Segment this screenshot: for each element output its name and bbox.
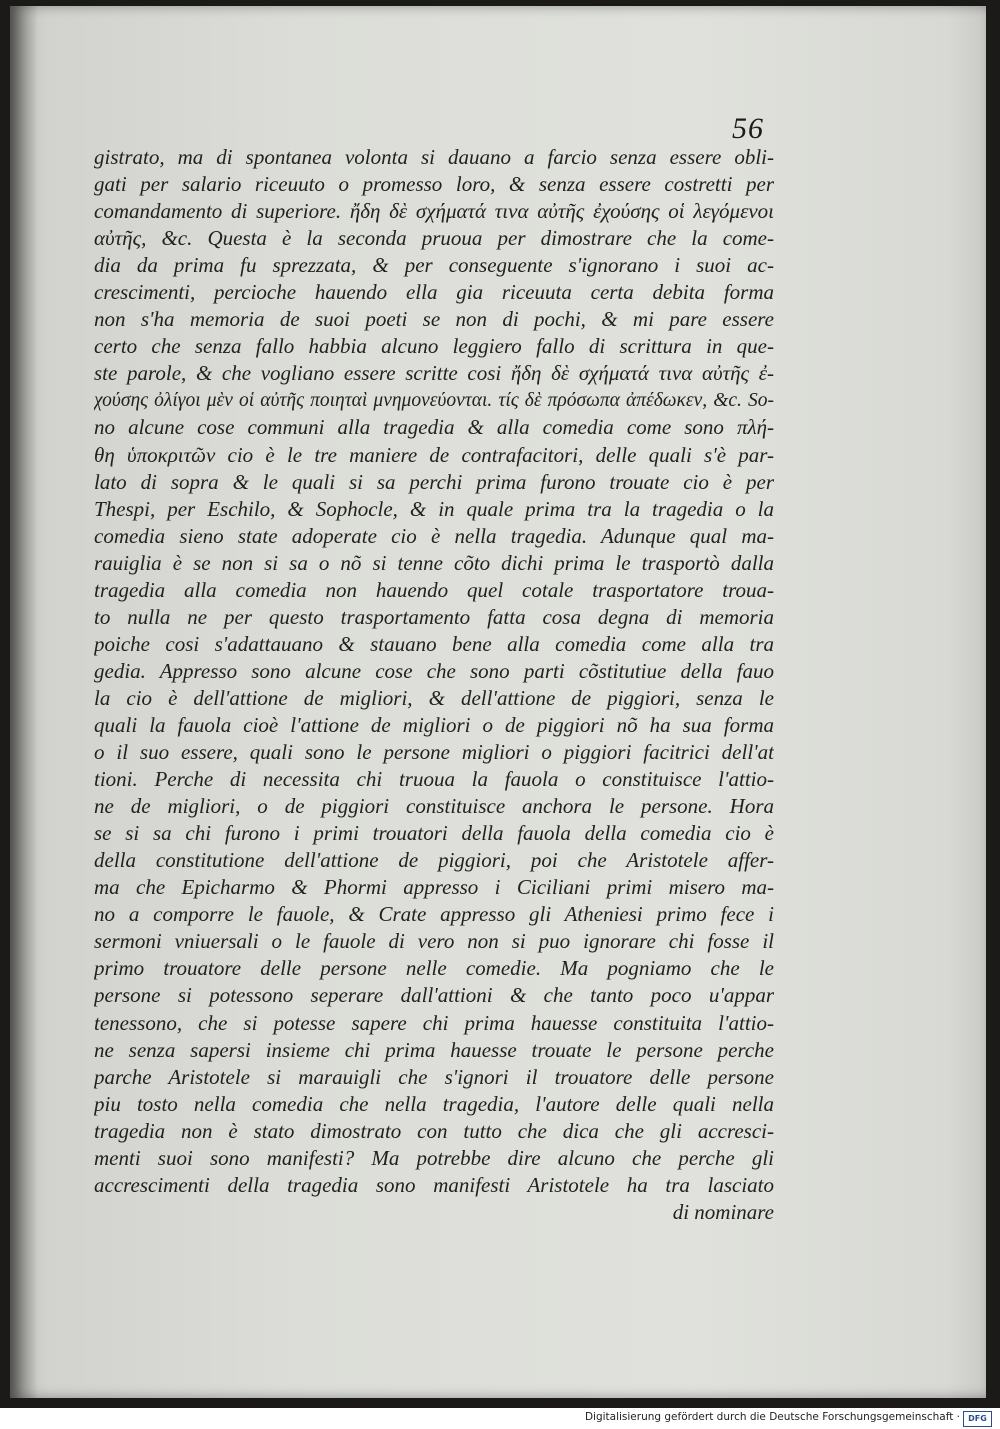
text-line: non s'ha memoria de suoi poeti se non di pochi, & mi pare essere bbox=[94, 307, 774, 332]
text-line: comedia sieno state adoperate cio è nella tragedia. Adunque qual ma- bbox=[94, 523, 774, 548]
text-line: tragedia alla comedia non hauendo quel cotale trasportatore troua- bbox=[94, 577, 774, 602]
text-line: tragedia non è stato dimostrato con tutto che dica che gli accresci- bbox=[94, 1118, 774, 1143]
text-line: della constitutione dell'attione de piggiori, poi che Aristotele affer- bbox=[94, 848, 774, 873]
text-line: o il suo essere, quali sono le persone migliori o piggiori facitrici dell'at bbox=[94, 740, 774, 765]
text-line: αὐτῆς, &c. Questa è la seconda pruoua per dimostrare che la come- bbox=[94, 226, 774, 251]
text-line: gati per salario riceuuto o promesso loro, & senza essere costretti per bbox=[94, 172, 774, 197]
text-line: Thespi, per Eschilo, & Sophocle, & in quale prima tra la tragedia o la bbox=[94, 496, 774, 521]
text-line: se si sa chi furono i primi trouatori della fauola della comedia cio è bbox=[94, 821, 774, 846]
book-page bbox=[10, 6, 986, 1398]
page-gutter-shadow bbox=[10, 6, 38, 1398]
text-line: certo che senza fallo habbia alcuno leggiero fallo di scrittura in que- bbox=[94, 334, 774, 359]
text-line: ma che Epicharmo & Phormi appresso i Ciciliani primi misero ma- bbox=[94, 875, 774, 900]
text-line: dia da prima fu sprezzata, & per conseguente s'ignorano i suoi ac- bbox=[94, 253, 774, 278]
text-line: ne de migliori, o de piggiori constituisce anchora le persone. Hora bbox=[94, 794, 774, 819]
body-text bbox=[94, 144, 774, 1226]
text-line: tioni. Perche di necessita chi truoua la fauola o constituisce l'attio- bbox=[94, 767, 774, 792]
text-line: accrescimenti della tragedia sono manifesti Aristotele ha tra lasciato bbox=[94, 1172, 774, 1197]
text-line: to nulla ne per questo trasportamento fatta cosa degna di memoria bbox=[94, 604, 774, 629]
text-line: menti suoi sono manifesti? Ma potrebbe dire alcuno che perche gli bbox=[94, 1145, 774, 1170]
text-line: gistrato, ma di spontanea volonta si dauano a farcio senza essere obli- bbox=[94, 145, 774, 169]
text-line: tenessono, che si potesse sapere chi prima hauesse constituita l'attio- bbox=[94, 1010, 774, 1035]
text-line: no a comporre le fauole, & Crate appresso gli Atheniesi primo fece i bbox=[94, 902, 774, 927]
text-line: no alcune cose communi alla tragedia & alla comedia come sono πλή- bbox=[94, 415, 774, 440]
text-line: ne senza sapersi insieme chi prima hauesse trouate le persone perche bbox=[94, 1037, 774, 1062]
funding-credit: Digitalisierung gefördert durch die Deutsche Forschungsgemeinschaft · bbox=[584, 1411, 960, 1423]
text-line: di nominare bbox=[672, 1199, 774, 1224]
text-line: crescimenti, percioche hauendo ella gia riceuuta certa debita forma bbox=[94, 280, 774, 305]
page-number: 56 bbox=[732, 112, 764, 145]
text-line: ste parole, & che vogliano essere scritte cosi ἤδη δὲ σχήματά τινα αὐτῆς ἐ- bbox=[94, 361, 774, 386]
text-line: gedia. Appresso sono alcune cose che sono parti cõstitutiue della fauo bbox=[94, 658, 774, 683]
text-line: parche Aristotele si marauigli che s'ignori il trouatore delle persone bbox=[94, 1064, 774, 1089]
digitization-footer bbox=[0, 1408, 1000, 1429]
text-line: primo trouatore delle persone nelle comedie. Ma pogniamo che le bbox=[94, 956, 774, 981]
text-line: quali la fauola cioè l'attione de migliori o de piggiori nõ ha sua forma bbox=[94, 712, 774, 737]
text-line: sermoni vniuersali o le fauole di vero non si puo ignorare chi fosse il bbox=[94, 929, 774, 954]
text-line: χούσης ὀλίγοι μὲν οἱ αὐτῆς ποιηταὶ μνημονεύονται. τίς δὲ πρόσωπα ἀπέδωκεν, &c. So- bbox=[94, 390, 774, 412]
text-line: poiche cosi s'adattauano & stauano bene alla comedia come alla tra bbox=[94, 631, 774, 656]
text-line: lato di sopra & le quali si sa perchi prima furono trouate cio è per bbox=[94, 469, 774, 494]
text-line: piu tosto nella comedia che nella tragedia, l'autore delle quali nella bbox=[94, 1091, 774, 1116]
text-line: comandamento di superiore. ἤδη δὲ σχήματά τινα αὐτῆς ἐχούσης οἱ λεγόμενοι bbox=[94, 199, 774, 224]
text-line: rauiglia è se non si sa o nõ si tenne cõto dichi prima le trasportò dalla bbox=[94, 550, 774, 575]
text-line: θη ὑποκριτῶν cio è le tre maniere de contrafacitori, delle quali s'è par- bbox=[94, 442, 774, 467]
dfg-logo: DFG bbox=[963, 1411, 992, 1427]
text-line: persone si potessono seperare dall'attioni & che tanto poco u'appar bbox=[94, 983, 774, 1008]
text-line: la cio è dell'attione de migliori, & dell'attione de piggiori, senza le bbox=[94, 685, 774, 710]
